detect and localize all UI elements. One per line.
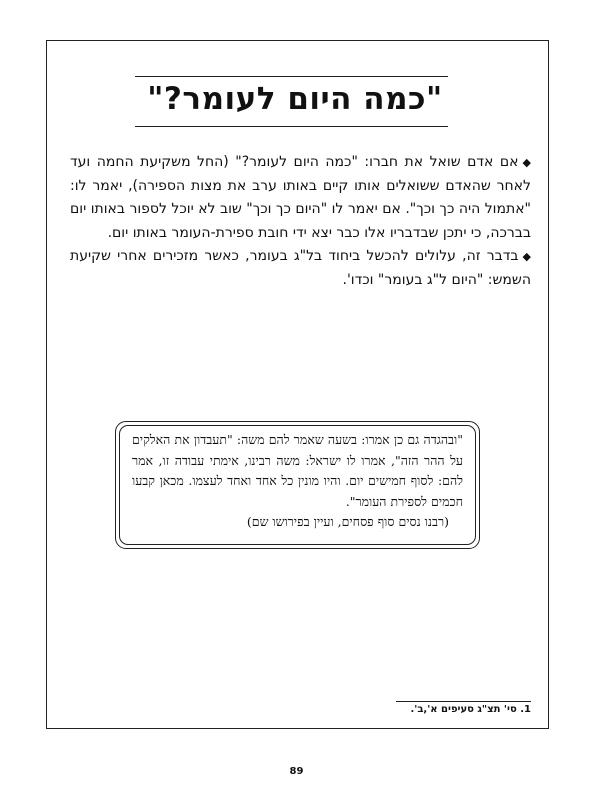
quote-source: (רבנו נסים סוף פסחים, ועיין בפירושו שם): [246, 514, 449, 529]
footnote: 1. סי' תצ"ג סעיפים א',ב'.: [410, 704, 531, 715]
paragraph-1: [70, 151, 531, 245]
page-title: "כמה היום לעומר?": [147, 81, 443, 117]
page-frame: [46, 40, 549, 729]
paragraph-1-text: אם אדם שואל את חברו: "כמה היום לעומר?" (החל משקיעת החמה ועד לאחר שהאדם ששואלים אותו קיים באותו ערב את מצות הספירה), יאמר לו: "אתמול היה כך וכך". אם יאמר לו "היום כך וכך" שוב לא יוכל לספור באותו יום בברכה, כי יתכן שבדבריו אלו כבר יצא ידי חובת ספירת-העומר באותו יום.: [70, 154, 531, 241]
diamond-bullet-icon: ◆: [522, 156, 531, 169]
quote-box-content: [132, 430, 463, 533]
diamond-bullet-icon: ◆: [522, 250, 531, 263]
paragraph-2-text: בדבר זה, עלולים להכשל ביחוד בל"ג בעומר, כאשר מזכירים אחרי שקיעת השמש: "היום ל"ג בעומר" וכדו'.: [70, 248, 531, 288]
paragraph-2: [70, 245, 531, 292]
title-bottom-rule: [135, 126, 448, 127]
main-text: [70, 151, 531, 292]
quote-text: "ובהגדה גם כן אמרו: בשעה שאמר להם משה: "תעבדון את האלקים על ההר הזה", אמרו לו ישראל: משה רבינו, אימתי עבודה זו, אמר להם: לסוף חמישים יום. והיו מונין כל אחד ואחד לעצמו. מכאן קבעו חכמים לספירת העומר".: [132, 432, 463, 509]
page-number: 89: [289, 766, 304, 777]
footnote-rule: [396, 701, 531, 702]
title-top-rule: [135, 76, 448, 77]
quote-box: [115, 421, 480, 549]
